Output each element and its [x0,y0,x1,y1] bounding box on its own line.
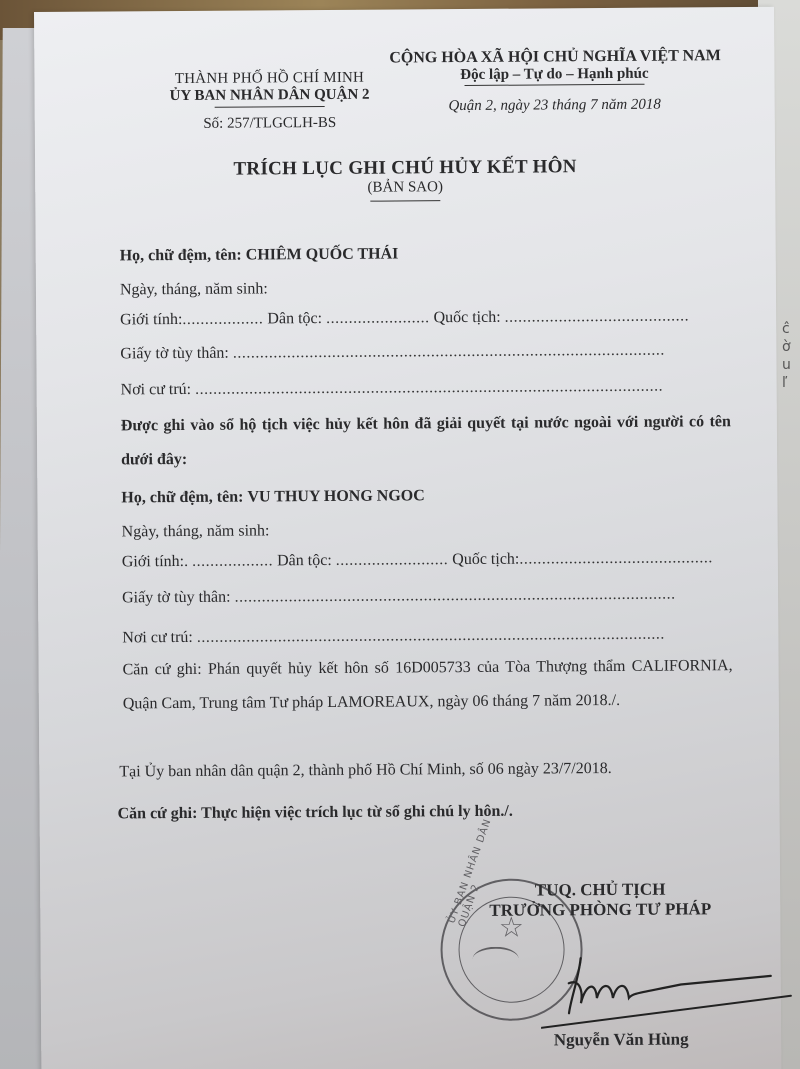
national-motto: Độc lập – Tự do – Hạnh phúc [460,65,649,84]
person2-dob-row [122,522,270,541]
republic-name: CỘNG HÒA XÃ HỘI CHỦ NGHĨA VIỆT NAM [389,47,721,67]
signature-position: TRƯỞNG PHÒNG TƯ PHÁP [489,899,712,920]
national-header [389,47,719,115]
person2-gender-field: .................. [192,552,274,570]
person1-nationality-label: Quốc tịch: [433,308,501,327]
issuer-city: THÀNH PHỐ HỒ CHÍ MINH [174,69,365,88]
person2-name-row [121,487,424,507]
document-title-block [205,156,605,203]
recorded-statement: Được ghi vào sổ hộ tịch việc hủy kết hôn đã giải quyết tại nước ngoài với người có tên dưới đây: [120,413,731,469]
person2-id-field: .................................................................................................. [234,585,676,606]
person2-ethnicity-label: Dân tộc: [277,551,332,570]
person1-name-value: CHIÊM QUỐC THÁI [245,245,399,264]
person2-nationality-label: Quốc tịch: [452,550,520,569]
signature-block [460,879,740,921]
document-number: Số: 257/TLGCLH-BS [203,114,337,132]
person2-name-value: VU THUY HONG NGOC [247,487,425,506]
person1-ethnicity-field: ....................... [325,309,430,327]
motto-divider [465,84,645,86]
person1-id-field: ................................................................................................ [232,341,665,362]
person1-ethnicity-label: Dân tộc: [267,309,323,328]
person1-residence-field: ........................................................................................................ [195,377,664,398]
person1-name-row [120,245,399,265]
document-subtitle: (BẢN SAO) [367,179,443,196]
person2-id-row [122,586,676,608]
person2-dob-label: Ngày, tháng, năm sinh: [121,522,270,541]
person2-id-label: Giấy tờ tùy thân: [122,588,231,607]
person1-name-label: Họ, chữ đệm, tên: [119,246,242,265]
emblem-gear-icon [473,947,519,971]
person1-dob-row [120,280,268,299]
header-divider [215,106,325,108]
person2-ethnicity-field: ......................... [335,551,449,569]
person1-gender-label: Giới tính: [120,310,183,329]
person2-gender-label: Giới tính:. [121,552,189,571]
person1-residence-label: Nơi cư trú: [120,380,192,399]
person1-residence-row [121,378,664,400]
person1-gender-ethnicity-nationality-row [120,307,689,329]
document-page [34,7,782,1069]
title-divider [370,200,440,201]
star-icon: ☆ [498,910,525,944]
basis-statement: Căn cứ ghi: Phán quyết hủy kết hôn số 16D005733 của Tòa Thượng thẩm CALIFORNIA, Quận Cam, Trung tâm Tư pháp LAMOREAUX, ngày 06 tháng 7 năm 2018./. [122,657,733,713]
handwritten-marks: ĉ ờ u ľ [782,321,791,391]
person1-gender-field: .................. [182,310,264,328]
document-title: TRÍCH LỤC GHI CHÚ HỦY KẾT HÔN [233,156,577,180]
person2-residence-label: Nơi cư trú: [122,628,193,647]
seal-ring-text: ỦY BAN NHÂN DÂN QUẬN 2 [446,817,494,929]
person2-name-label: Họ, chữ đệm, tên: [121,488,244,507]
issuer-committee: ỦY BAN NHÂN DÂN QUẬN 2 [169,86,370,105]
person2-residence-field: ........................................................................................................ [196,625,665,646]
issuer-header [164,70,374,133]
person1-nationality-field: ......................................... [504,307,690,326]
person2-residence-row [122,626,665,648]
person1-id-row [120,342,665,364]
handwritten-signature [541,952,800,1034]
registry-statement: Tại Ủy ban nhân dân quận 2, thành phố Hồ Chí Minh, số 06 ngày 23/7/2018. [119,759,612,781]
person1-dob-label: Ngày, tháng, năm sinh: [119,280,268,299]
place-date: Quận 2, ngày 23 tháng 7 năm 2018 [448,96,661,115]
signer-name: Nguyễn Văn Hùng [553,1029,689,1050]
signature-authority: TUQ. CHỦ TỊCH [534,879,666,900]
person2-nationality-field: ........................................... [519,549,713,568]
person2-gender-ethnicity-nationality-row [122,549,713,571]
basis-statement-2: Căn cứ ghi: Thực hiện việc trích lục từ sổ ghi chú ly hôn./. [117,802,513,823]
person1-id-label: Giấy tờ tùy thân: [120,344,229,363]
